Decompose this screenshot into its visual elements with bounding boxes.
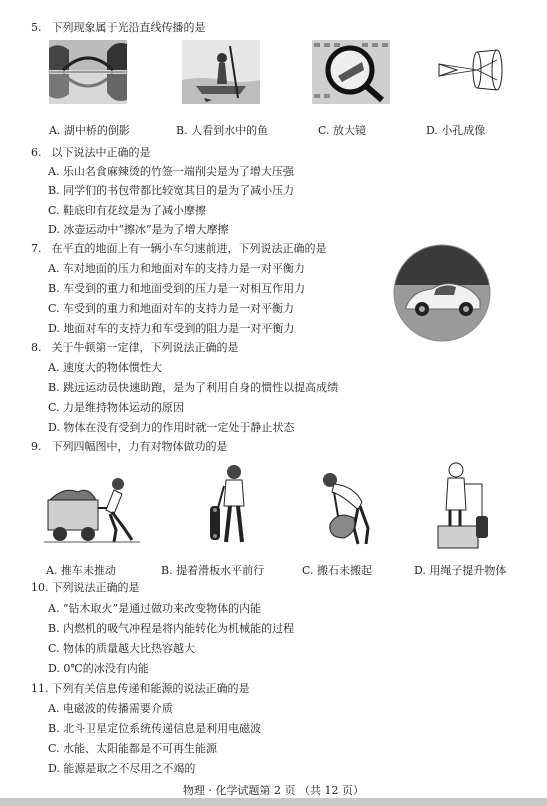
- option-b: B. 车受到的重力和地面受到的压力是一对相互作用力: [48, 282, 306, 295]
- question-6: [31, 144, 531, 160]
- question-number: 6.: [31, 146, 42, 159]
- question-9: [31, 438, 531, 454]
- question-stem: 关于牛顿第一定律，下列说法正确的是: [51, 341, 239, 354]
- option-a: A. 电磁波的传播需要介质: [48, 702, 173, 715]
- question-number: 9.: [31, 440, 42, 453]
- option-d: D. 物体在没有受到力的作用时就一定处于静止状态: [48, 421, 295, 434]
- question-stem: 下列四幅图中，力有对物体做功的是: [51, 440, 228, 453]
- pinhole-camera-diagram: [431, 40, 513, 104]
- option-a: A. 车对地面的压力和地面对车的支持力是一对平衡力: [48, 262, 305, 275]
- car-photo: [392, 243, 492, 343]
- question-number: 8.: [31, 341, 42, 354]
- question-stem: 在平直的地面上有一辆小车匀速前进，下列说法正确的是: [51, 242, 327, 255]
- magnifier-image: [312, 40, 390, 104]
- question-stem: 下列有关信息传递和能源的说法正确的是: [51, 682, 250, 695]
- carrying-skateboard-image: [196, 462, 266, 548]
- option-a: A. 乐山名食麻辣烫的竹签一端削尖是为了增大压强: [48, 165, 294, 178]
- question-number: 7.: [31, 242, 42, 255]
- question-10: [31, 579, 531, 595]
- option-a: A. 速度大的物体惯性大: [48, 361, 162, 374]
- question-5: [31, 19, 531, 35]
- question-stem: 下列现象属于光沿直线传播的是: [51, 21, 206, 34]
- lifting-stone-image: [314, 462, 384, 548]
- option-b: B. 同学们的书包带都比较宽其目的是为了减小压力: [48, 184, 295, 197]
- option-a: A. “钻木取火”是通过做功来改变物体的内能: [48, 602, 262, 615]
- question-11: [31, 680, 531, 696]
- option-caption: D. 用绳子提升物体: [414, 564, 507, 577]
- option-c: C. 车受到的重力和地面对车的支持力是一对平衡力: [48, 302, 295, 315]
- question-stem: 下列说法正确的是: [51, 581, 140, 594]
- option-caption: A. 推车未推动: [46, 564, 116, 577]
- fisherman-image: [182, 40, 260, 104]
- option-caption: C. 放大镜: [318, 124, 367, 137]
- question-number: 10.: [31, 581, 49, 594]
- bottom-bar: [0, 798, 547, 806]
- option-d: D. 能源是取之不尽用之不竭的: [48, 762, 196, 775]
- option-c: C. 物体的质量越大比热容越大: [48, 642, 196, 655]
- option-d: D. 0℃的冰没有内能: [48, 662, 149, 675]
- option-c: C. 力是维持物体运动的原因: [48, 401, 185, 414]
- option-caption: C. 搬石未搬起: [302, 564, 373, 577]
- question-number: 11.: [31, 682, 49, 695]
- option-b: B. 北斗卫星定位系统传递信息是利用电磁波: [48, 722, 262, 735]
- question-number: 5.: [31, 21, 42, 34]
- bridge-reflection-image: [49, 40, 127, 104]
- question-8: [31, 339, 531, 355]
- question-stem: 以下说法中正确的是: [51, 146, 151, 159]
- option-caption: A. 湖中桥的倒影: [49, 124, 130, 137]
- rope-lifting-image: [434, 458, 506, 550]
- option-d: D. 地面对车的支持力和车受到的阻力是一对平衡力: [48, 322, 295, 335]
- pushing-cart-image: [44, 462, 140, 546]
- option-b: B. 内燃机的吸气冲程是将内能转化为机械能的过程: [48, 622, 295, 635]
- option-c: C. 水能、太阳能都是不可再生能源: [48, 742, 218, 755]
- page-footer: 物理 · 化学试题第 2 页 （共 12 页）: [183, 784, 364, 797]
- option-b: B. 跳远运动员快速助跑，是为了利用自身的惯性以提高成绩: [48, 381, 339, 394]
- option-caption: B. 人看到水中的鱼: [176, 124, 269, 137]
- option-caption: B. 提着滑板水平前行: [161, 564, 265, 577]
- option-c: C. 鞋底印有花纹是为了减小摩擦: [48, 204, 207, 217]
- option-d: D. 冰壶运动中“擦冰”是为了增大摩擦: [48, 223, 229, 236]
- option-caption: D. 小孔成像: [426, 124, 486, 137]
